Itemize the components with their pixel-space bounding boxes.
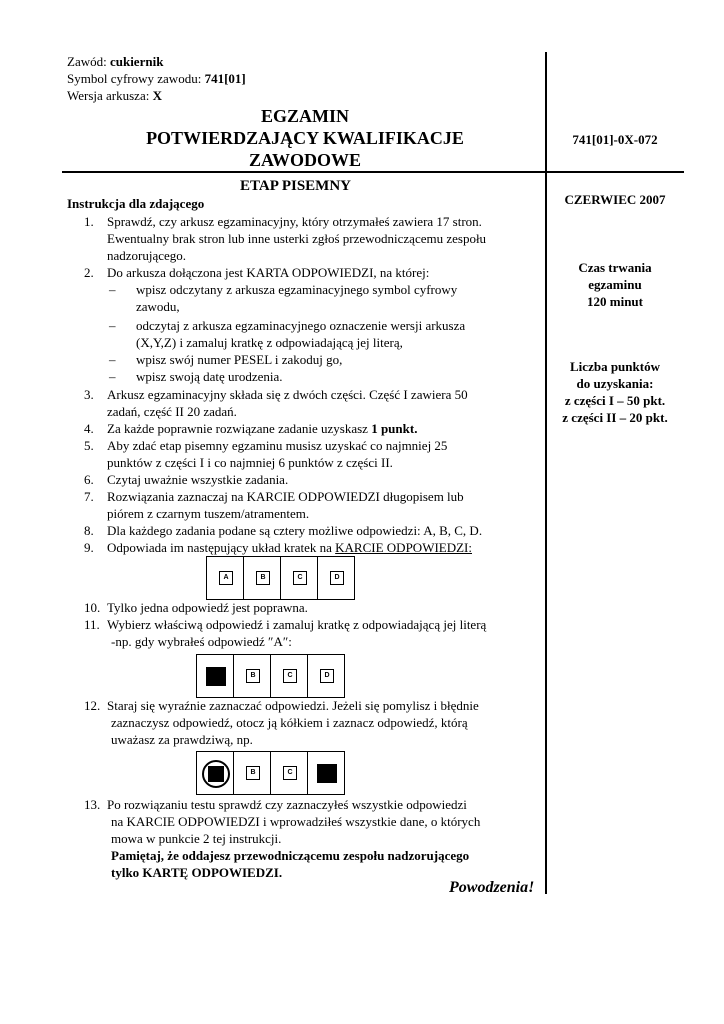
answer-box-a: A xyxy=(219,571,233,585)
item-number: 3. xyxy=(84,387,94,402)
points-line-2: do uzyskania: xyxy=(576,376,654,391)
item-text: nadzorującego. xyxy=(107,248,187,263)
item-text: wpisz swój numer PESEL i zakoduj go, xyxy=(136,352,343,367)
item-text: Arkusz egzaminacyjny składa się z dwóch części. Część I zawiera 50 xyxy=(107,387,468,402)
item-text: Odpowiada im następujący układ kratek na KARCIE ODPOWIEDZI: xyxy=(107,540,472,555)
answer-grid-filled-example xyxy=(196,654,345,698)
session-date: CZERWIEC 2007 xyxy=(564,192,666,207)
closing-wish: Powodzenia! xyxy=(449,879,535,896)
item-text: na KARCIE ODPOWIEDZI i wprowadziłeś wszystkie dane, o których xyxy=(111,814,481,829)
title-line-2: POTWIERDZAJĄCY KWALIFIKACJE xyxy=(146,128,464,148)
answer-box-d: D xyxy=(320,669,334,683)
item-number: 11. xyxy=(84,617,100,632)
item-text: Ewentualny brak stron lub inne usterki zgłoś przewodniczącemu zespołu xyxy=(107,231,487,246)
item-number: 13. xyxy=(84,797,101,812)
item-text: odczytaj z arkusza egzaminacyjnego oznaczenie wersji arkusza xyxy=(136,318,466,333)
item-text: Do arkusza dołączona jest KARTA ODPOWIEDZI, na której: xyxy=(107,265,430,280)
bullet-dash: – xyxy=(109,369,116,384)
points-line-1: Liczba punktów xyxy=(570,359,660,374)
item-number: 4. xyxy=(84,421,94,436)
item-text: Sprawdź, czy arkusz egzaminacyjny, który otrzymałeś zawiera 17 stron. xyxy=(107,214,482,229)
stage-heading: ETAP PISEMNY xyxy=(240,178,351,194)
answer-box-c: C xyxy=(293,571,307,585)
item-text: wpisz swoją datę urodzenia. xyxy=(136,369,283,384)
duration-line-1: Czas trwania xyxy=(578,260,652,275)
points-line-4: z części II – 20 pkt. xyxy=(562,410,668,425)
item-number: 10. xyxy=(84,600,101,615)
item-text: mowa w punkcie 2 tej instrukcji. xyxy=(111,831,282,846)
item-text: Rozwiązania zaznaczaj na KARCIE ODPOWIEDZI długopisem lub xyxy=(107,489,464,504)
duration-line-2: egzaminu xyxy=(588,277,642,292)
item-number: 7. xyxy=(84,489,94,504)
item-text: Tylko jedna odpowiedź jest poprawna. xyxy=(107,600,308,615)
bullet-dash: – xyxy=(109,352,116,367)
vertical-divider xyxy=(545,52,547,894)
item-text: (X,Y,Z) i zamaluj kratkę z odpowiadającą jej literą, xyxy=(136,335,403,350)
title-line-1: EGZAMIN xyxy=(260,106,349,126)
item-number: 12. xyxy=(84,698,101,713)
item-text: Wybierz właściwą odpowiedź i zamaluj kratkę z odpowiadającą jej literą xyxy=(107,617,487,632)
filled-box-d xyxy=(317,764,337,783)
answer-box-b: B xyxy=(246,669,260,683)
filled-box-a xyxy=(206,667,226,686)
answer-box-c: C xyxy=(283,669,297,683)
item-text: zaznaczysz odpowiedź, otocz ją kółkiem i zaznacz odpowiedź, którą xyxy=(111,715,468,730)
answer-grid-correction-example xyxy=(196,751,345,795)
item-text: Za każde poprawnie rozwiązane zadanie uzyskasz 1 punkt. xyxy=(107,421,418,436)
item-text: Aby zdać etap pisemny egzaminu musisz uzyskać co najmniej 25 xyxy=(107,438,448,453)
item-number: 8. xyxy=(84,523,94,538)
item-text: piórem z czarnym tuszem/atramentem. xyxy=(107,506,310,521)
answer-box-c: C xyxy=(283,766,297,780)
item-text-emphasis: tylko KARTĘ ODPOWIEDZI. xyxy=(111,865,283,880)
item-number: 1. xyxy=(84,214,94,229)
horizontal-divider xyxy=(62,171,684,173)
answer-box-b: B xyxy=(246,766,260,780)
item-text-emphasis: Pamiętaj, że oddajesz przewodniczącemu zespołu nadzorującego xyxy=(111,848,470,863)
title-line-3: ZAWODOWE xyxy=(248,150,362,170)
item-text: uważasz za prawdziwą, np. xyxy=(111,732,253,747)
item-number: 6. xyxy=(84,472,94,487)
answer-grid-example xyxy=(206,556,355,600)
item-text: zawodu, xyxy=(136,299,180,314)
answer-box-b: B xyxy=(256,571,270,585)
exam-code: 741[01]-0X-072 xyxy=(572,132,658,147)
item-number: 5. xyxy=(84,438,94,453)
zawod-line: Zawód: cukiernik xyxy=(67,54,164,69)
item-text: wpisz odczytany z arkusza egzaminacyjnego symbol cyfrowy xyxy=(136,282,458,297)
answer-box-d: D xyxy=(330,571,344,585)
instructions-heading: Instrukcja dla zdającego xyxy=(67,196,205,211)
wersja-line: Wersja arkusza: X xyxy=(67,88,162,103)
item-number: 2. xyxy=(84,265,94,280)
bullet-dash: – xyxy=(109,318,116,333)
item-text: Staraj się wyraźnie zaznaczać odpowiedzi. Jeżeli się pomylisz i błędnie xyxy=(107,698,479,713)
item-text: Po rozwiązaniu testu sprawdź czy zaznaczyłeś wszystkie odpowiedzi xyxy=(107,797,467,812)
circled-box-a xyxy=(202,760,230,788)
bullet-dash: – xyxy=(109,282,116,297)
points-line-3: z części I – 50 pkt. xyxy=(564,393,666,408)
item-text: zadań, część II 20 zadań. xyxy=(107,404,237,419)
duration-line-3: 120 minut xyxy=(587,294,643,309)
item-text: Dla każdego zadania podane są cztery możliwe odpowiedzi: A, B, C, D. xyxy=(107,523,483,538)
item-text: -np. gdy wybrałeś odpowiedź ″A″: xyxy=(111,634,292,649)
item-number: 9. xyxy=(84,540,94,555)
symbol-line: Symbol cyfrowy zawodu: 741[01] xyxy=(67,71,246,86)
item-text: punktów z części I i co najmniej 6 punktów z części II. xyxy=(107,455,393,470)
item-text: Czytaj uważnie wszystkie zadania. xyxy=(107,472,289,487)
